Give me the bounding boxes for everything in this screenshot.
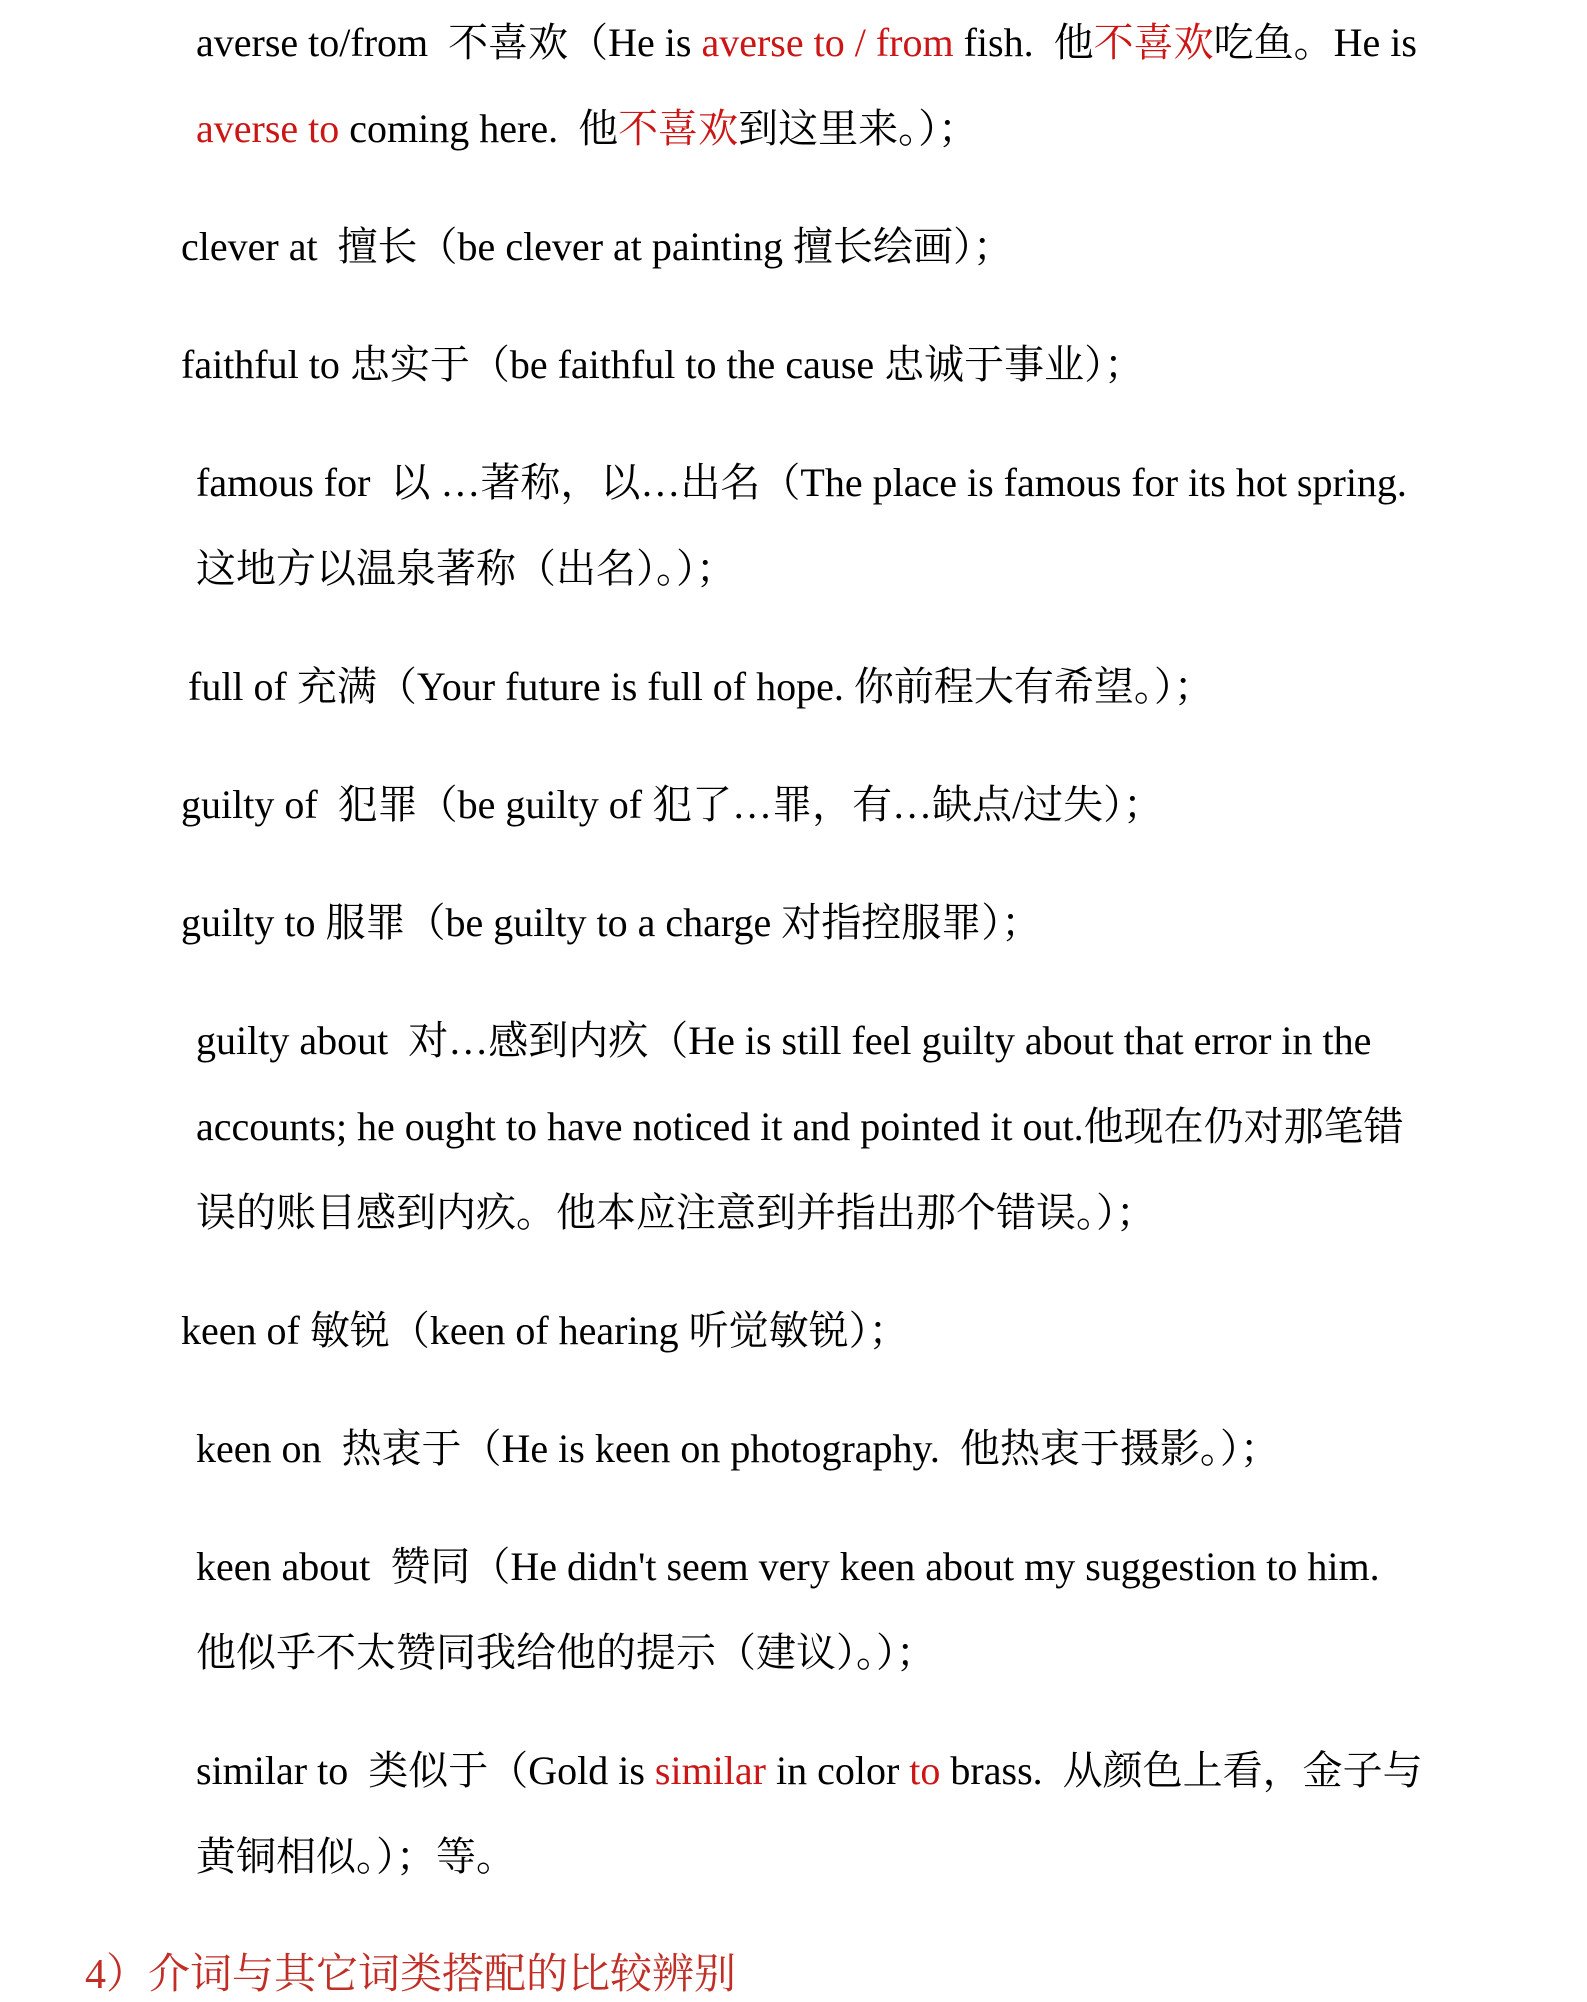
text-segment: clever at 擅长（be clever at painting 擅长绘画）； bbox=[181, 224, 1013, 269]
entry-guilty-of bbox=[0, 762, 1587, 848]
entry-guilty-to bbox=[0, 880, 1587, 966]
highlighted-text: similar bbox=[654, 1748, 766, 1793]
text-line bbox=[181, 762, 1587, 848]
text-line bbox=[181, 204, 1587, 290]
text-segment: keen about 赞同（He didn't seem very keen about my suggestion to him. bbox=[196, 1544, 1380, 1589]
text-line bbox=[196, 1084, 1587, 1170]
entry-keen-on bbox=[0, 1406, 1587, 1492]
text-segment: similar to 类似于（Gold is bbox=[196, 1748, 655, 1793]
text-line bbox=[196, 440, 1587, 526]
text-line bbox=[196, 0, 1587, 86]
highlighted-text: to bbox=[909, 1748, 941, 1793]
text-segment: faithful to 忠实于（be faithful to the cause 忠诚于事业）； bbox=[181, 342, 1145, 387]
entry-guilty-about bbox=[0, 998, 1587, 1256]
text-line bbox=[196, 1524, 1587, 1610]
text-segment: guilty of 犯罪（be guilty of 犯了…罪，有…缺点/过失）； bbox=[181, 782, 1164, 827]
text-line bbox=[196, 1170, 1587, 1256]
entry-clever-at bbox=[0, 204, 1587, 290]
highlighted-text: 不喜欢 bbox=[1093, 20, 1214, 65]
text-segment: guilty to 服罪（be guilty to a charge 对指控服罪）； bbox=[181, 900, 1042, 945]
text-segment: 他似乎不太赞同我给他的提示（建议）。）； bbox=[196, 1630, 936, 1675]
entry-faithful-to bbox=[0, 322, 1587, 408]
highlighted-text: 不喜欢 bbox=[618, 106, 739, 151]
text-line bbox=[196, 1728, 1587, 1814]
text-line bbox=[181, 322, 1587, 408]
entry-averse-to-from bbox=[0, 0, 1587, 172]
text-segment: 到这里来。）； bbox=[738, 106, 979, 151]
text-segment: averse to/from 不喜欢（He is bbox=[196, 20, 702, 65]
text-segment: full of 充满（Your future is full of hope. 你前程大有希望。）； bbox=[188, 664, 1214, 709]
text-line bbox=[181, 880, 1587, 966]
text-segment: 黄铜相似。）；等。 bbox=[196, 1834, 516, 1879]
section-heading: 4）介词与其它词类搭配的比较辨别 bbox=[85, 1952, 737, 1998]
text-line bbox=[196, 526, 1587, 612]
text-segment: 吃鱼。He is bbox=[1213, 20, 1417, 65]
text-segment: keen of 敏锐（keen of hearing 听觉敏锐）； bbox=[181, 1308, 909, 1353]
entry-keen-of bbox=[0, 1288, 1587, 1374]
text-segment: 这地方以温泉著称（出名）。）； bbox=[196, 546, 736, 591]
text-segment: keen on 热衷于（He is keen on photography. 他热衷于摄影。）； bbox=[196, 1426, 1280, 1471]
text-segment: 误的账目感到内疚。他本应注意到并指出那个错误。）； bbox=[196, 1190, 1156, 1235]
text-line bbox=[196, 1610, 1587, 1696]
entry-famous-for bbox=[0, 440, 1587, 612]
entry-keen-about bbox=[0, 1524, 1587, 1696]
text-line bbox=[181, 1288, 1587, 1374]
text-segment: fish. 他 bbox=[953, 20, 1094, 65]
text-line bbox=[196, 998, 1587, 1084]
text-segment: accounts; he ought to have noticed it and pointed it out.他现在仍对那笔错 bbox=[196, 1104, 1404, 1149]
text-line bbox=[188, 644, 1587, 730]
text-segment: famous for 以 …著称，以…出名（The place is famous for its hot spring. bbox=[196, 460, 1407, 505]
text-line bbox=[196, 1406, 1587, 1492]
entry-similar-to bbox=[0, 1728, 1587, 1900]
text-segment: guilty about 对…感到内疚（He is still feel guilty about that error in the bbox=[196, 1018, 1372, 1063]
highlighted-text: averse to / from bbox=[701, 20, 954, 65]
text-segment: in color bbox=[765, 1748, 910, 1793]
text-line bbox=[196, 1814, 1587, 1900]
text-segment: brass. 从颜色上看，金子与 bbox=[940, 1748, 1423, 1793]
entry-full-of bbox=[0, 644, 1587, 730]
highlighted-text: averse to bbox=[196, 106, 340, 151]
text-segment: coming here. 他 bbox=[339, 106, 619, 151]
text-line bbox=[196, 86, 1587, 172]
